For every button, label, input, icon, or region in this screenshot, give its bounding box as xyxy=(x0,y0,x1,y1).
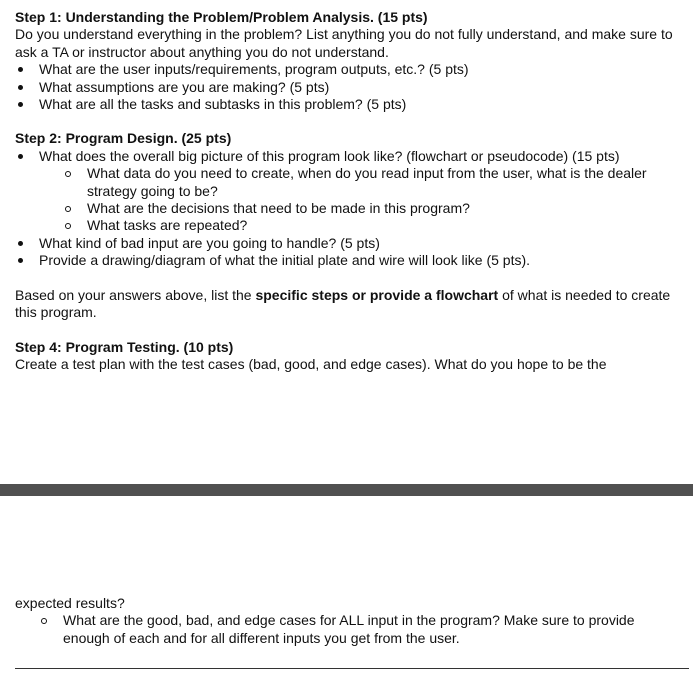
sub-list-item: What are the decisions that need to be made in this program? xyxy=(15,200,685,217)
step2-heading: Step 2: Program Design. (25 pts) xyxy=(15,130,232,147)
design-instruction-bold: specific steps or provide a flowchart xyxy=(255,286,499,303)
step4-heading: Step 4: Program Testing. (10 pts) xyxy=(15,338,234,355)
sub-list-item: What data do you need to create, when do you read input from the user, what is the dealer strategy going to be? xyxy=(15,165,685,200)
step4-text: Create a test plan with the test cases (bad, good, and edge cases). What do you hope to be the xyxy=(15,355,607,372)
step1-intro: Do you understand everything in the problem? List anything you do not fully understand, and make sure to ask a TA or instructor about anything you do not understand. xyxy=(15,26,673,60)
list-item: What assumptions are you are making? (5 pts) xyxy=(15,79,685,96)
document-page-2 xyxy=(0,496,693,675)
page2-sub-list xyxy=(15,612,685,647)
step2-bullet-list xyxy=(15,148,685,270)
design-instruction xyxy=(15,287,685,322)
sub-list-item: What tasks are repeated? xyxy=(15,217,685,234)
list-item: What does the overall big picture of this program look like? (flowchart or pseudocode) (15 pts) xyxy=(15,148,685,165)
list-item: Provide a drawing/diagram of what the initial plate and wire will look like (5 pts). xyxy=(15,252,685,269)
continued-text: expected results? xyxy=(15,595,125,611)
list-item: What are the user inputs/requirements, program outputs, etc.? (5 pts) xyxy=(15,61,685,78)
list-item: What are all the tasks and subtasks in this problem? (5 pts) xyxy=(15,96,685,113)
list-item: What kind of bad input are you going to handle? (5 pts) xyxy=(15,235,685,252)
page-break-divider xyxy=(0,484,693,496)
step1-bullet-list xyxy=(15,61,685,113)
design-instruction-post: of what is needed to create this program. xyxy=(15,286,671,321)
step1-heading: Step 1: Understanding the Problem/Problem Analysis. (15 pts) xyxy=(15,9,428,25)
sub-list-item: What are the good, bad, and edge cases for ALL input in the program? Make sure to provide enough of each and for all different inputs you get from the user. xyxy=(15,612,685,647)
design-instruction-pre: Based on your answers above, list the xyxy=(15,286,256,303)
horizontal-rule xyxy=(15,668,689,669)
